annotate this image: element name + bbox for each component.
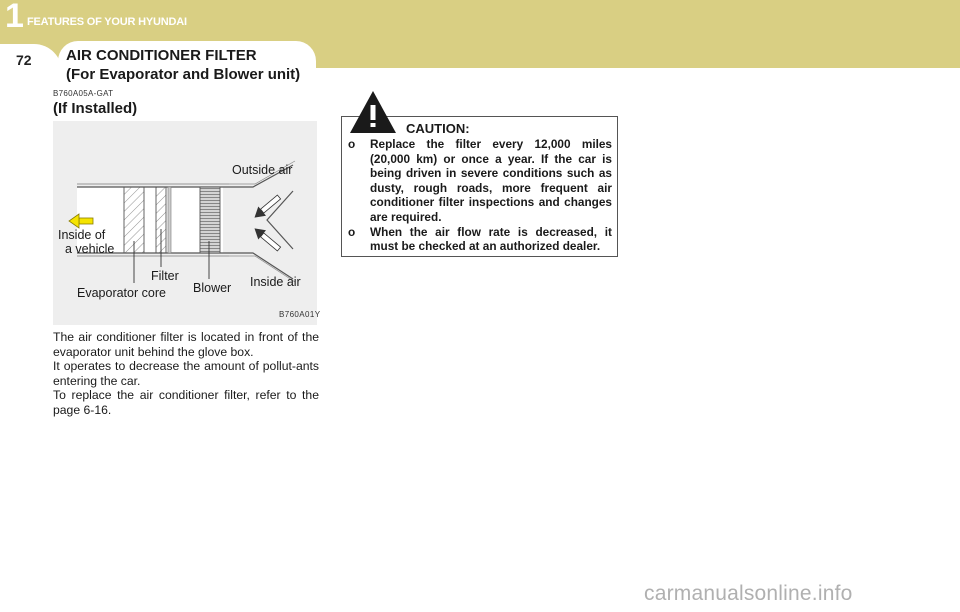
caution-item-text: When the air flow rate is decreased, it must be checked at an authorized dealer. bbox=[370, 224, 612, 254]
outside-air-label: Outside air bbox=[232, 163, 293, 177]
caution-box bbox=[341, 116, 618, 257]
filter-label: Filter bbox=[151, 269, 179, 283]
evaporator-core-label: Evaporator core bbox=[77, 286, 166, 300]
figure-code: B760A01Y bbox=[279, 310, 321, 319]
section-title-line2: (For Evaporator and Blower unit) bbox=[66, 66, 301, 83]
warning-triangle-icon bbox=[348, 89, 398, 135]
inside-of-vehicle-label-line1: Inside of bbox=[58, 228, 106, 242]
inside-of-vehicle-label-line2: a vehicle bbox=[65, 242, 115, 256]
body-paragraph-2: It operates to decrease the amount of pollut-ants entering the car. bbox=[53, 359, 319, 388]
subtitle: (If Installed) bbox=[53, 100, 138, 117]
caution-list bbox=[348, 137, 612, 254]
page-number: 72 bbox=[16, 52, 32, 68]
caution-title: CAUTION: bbox=[406, 121, 470, 136]
inside-air-label: Inside air bbox=[250, 275, 301, 289]
body-text bbox=[53, 330, 319, 418]
body-paragraph-3: To replace the air conditioner filter, refer to the page 6-16. bbox=[53, 388, 319, 417]
inside-air-arrow bbox=[251, 224, 283, 254]
body-paragraph-1: The air conditioner filter is located in front of the evaporator unit behind the glove box. bbox=[53, 330, 319, 359]
caution-bullet: o bbox=[348, 224, 356, 239]
blower-shape bbox=[200, 187, 220, 253]
section-title bbox=[66, 46, 300, 84]
reference-code: B760A05A-GAT bbox=[53, 89, 114, 98]
watermark: carmanualsonline.info bbox=[644, 582, 853, 605]
airflow-diagram bbox=[53, 121, 321, 325]
caution-item bbox=[348, 225, 612, 254]
blower-label: Blower bbox=[193, 281, 232, 295]
caution-item-text: Replace the filter every 12,000 miles (20,000 km) or once a year. If the car is being driven in severe conditions such as dusty, rough roads, more frequent air conditioner filter inspections and changes are required. bbox=[370, 137, 612, 224]
caution-item bbox=[348, 137, 612, 225]
section-title-line1: AIR CONDITIONER FILTER bbox=[66, 47, 257, 64]
chapter-number: 1 bbox=[5, 0, 24, 35]
caution-bullet: o bbox=[348, 137, 356, 151]
chapter-title: FEATURES OF YOUR HYUNDAI bbox=[27, 16, 187, 28]
